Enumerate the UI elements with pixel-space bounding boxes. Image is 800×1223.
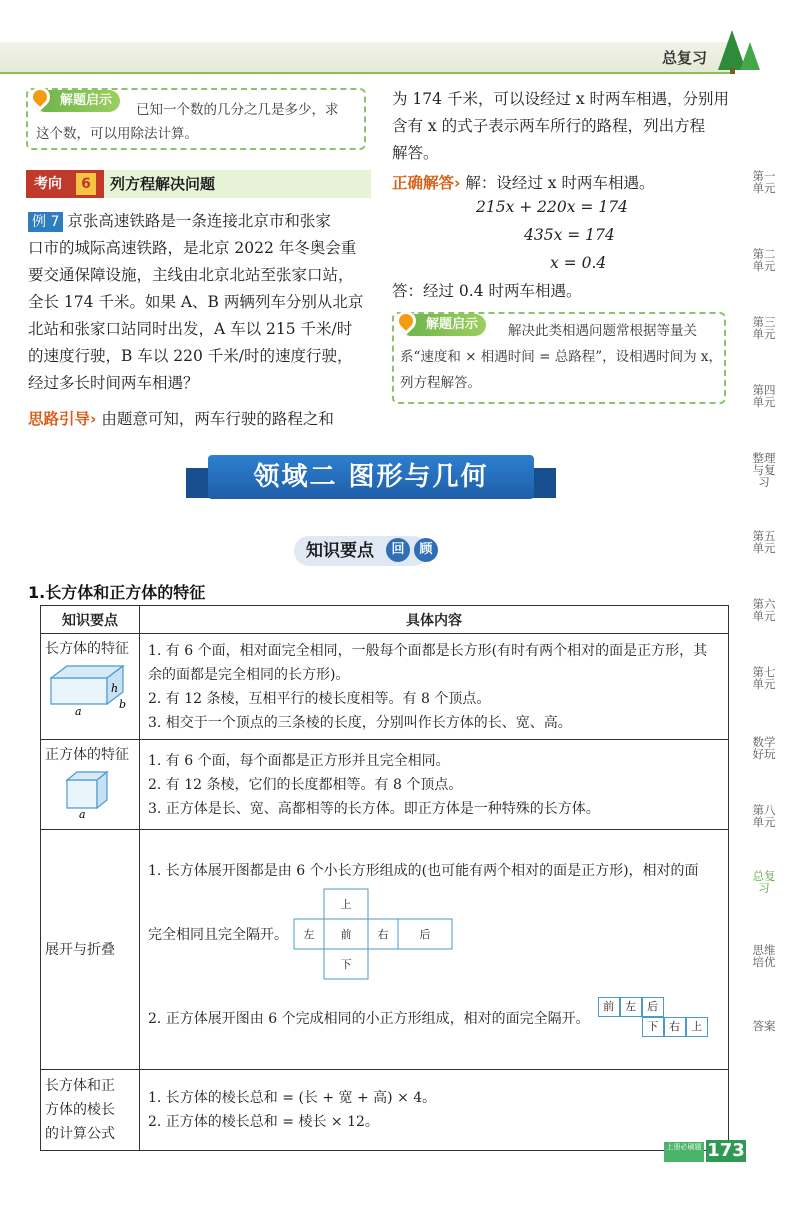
content-line: 1. 长方体展开图都是由 6 个小长方形组成的(也可能有两个相对的面是正方形)，相对的面: [148, 862, 699, 879]
tab-answers[interactable]: 答案: [752, 1019, 776, 1033]
page-tag: 上册必刷题: [664, 1142, 704, 1162]
table-header: 知识要点: [41, 606, 140, 634]
example-line: 要交通保障设施，主线由北京北站至张家口站，: [28, 266, 354, 284]
tab-unit-1[interactable]: 第一单元: [752, 169, 776, 195]
example-line: 京张高速铁路是一条连接北京市和张家: [67, 212, 331, 230]
hint-line: 解决此类相遇问题常根据等量关: [508, 323, 697, 339]
thinking-text: 由题意可知，两车行驶的路程之和: [101, 410, 334, 428]
header-title: 总复习: [662, 49, 708, 67]
net-label-front: 前: [340, 927, 352, 941]
table-header: 具体内容: [140, 606, 729, 634]
example-problem: [28, 208, 373, 397]
table-row: [41, 1070, 729, 1151]
hint-badge: 解题启示: [400, 314, 486, 336]
content-line: 1. 有 6 个面，每个面都是正方形并且完全相同。: [148, 752, 450, 769]
tab-unit-5[interactable]: 第五单元: [752, 529, 776, 555]
hint-badge: 解题启示: [34, 90, 120, 112]
hint-text: 已知一个数的几分之几是多少，求: [136, 102, 339, 118]
table-row: [41, 740, 729, 830]
example-line: 北站和张家口站同时出发，A 车以 215 千米/时: [28, 320, 353, 338]
row-key-text: 长方体的特征: [45, 641, 129, 657]
hint-line: 列方程解答。: [400, 375, 481, 391]
net-square: 后: [642, 997, 664, 1017]
equation-3: x = 0.4: [550, 254, 607, 272]
tab-review-1[interactable]: 整理与复习: [752, 451, 776, 489]
tab-unit-6[interactable]: 第六单元: [752, 597, 776, 623]
conclusion: 答：经过 0.4 时两车相遇。: [392, 282, 582, 300]
features-table: [40, 605, 729, 1151]
tab-unit-4[interactable]: 第四单元: [752, 383, 776, 409]
row-content: [140, 634, 729, 740]
content-line: 3. 相交于一个顶点的三条棱的长度，分别叫作长方体的长、宽、高。: [148, 714, 572, 731]
thinking-label: 思路引导: [28, 410, 91, 428]
net-label-top: 上: [340, 897, 352, 911]
content-line: 3. 正方体是长、宽、高都相等的长方体。即正方体是一种特殊的长方体。: [148, 800, 600, 817]
net-label-back: 后: [419, 927, 431, 941]
thinking-guide: 思路引导› 由题意可知，两车行驶的路程之和: [28, 410, 334, 428]
example-line: 经过多长时间两车相遇？: [28, 374, 199, 392]
net-square: 右: [664, 1017, 686, 1037]
solution-continued: [392, 86, 737, 167]
row-key-text: 正方体的特征: [45, 747, 129, 763]
label-b: b: [119, 698, 127, 711]
row-key-line: 长方体和正: [45, 1078, 115, 1094]
content-line: 2. 正方体的棱长总和 = 棱长 × 12。: [148, 1114, 379, 1130]
net-label-left: 左: [303, 927, 315, 941]
label-h: h: [111, 682, 119, 695]
page-number: 173: [707, 1140, 745, 1161]
row-content: [140, 1070, 729, 1151]
tab-unit-7[interactable]: 第七单元: [752, 665, 776, 691]
net-row: [148, 887, 720, 983]
section-title: 1.长方体和正方体的特征: [28, 583, 206, 602]
topic-title: 列方程解决问题: [110, 175, 216, 193]
tab-math-fun[interactable]: 数学好玩: [752, 735, 776, 761]
topic-number: 6: [76, 173, 96, 195]
tab-unit-3[interactable]: 第三单元: [752, 315, 776, 341]
table-header-row: [41, 606, 729, 634]
example-line: 口市的城际高速铁路，是北京 2022 年冬奥会重: [28, 239, 357, 257]
net-label-right: 右: [377, 927, 389, 941]
example-label: 例 7: [28, 212, 63, 232]
row-key: [41, 1070, 140, 1151]
equation-1: 215x + 220x = 174: [476, 198, 628, 216]
tab-unit-2[interactable]: 第二单元: [752, 247, 776, 273]
cube-net-figure: [598, 997, 703, 1041]
net-square: 左: [620, 997, 642, 1017]
row-content: [140, 830, 729, 1070]
net-square: 上: [686, 1017, 708, 1037]
header-bar: [0, 42, 730, 74]
knowledge-points-title: 知识要点: [294, 536, 428, 566]
row-key-line: 方体的棱长: [45, 1102, 115, 1118]
label-a: a: [79, 808, 86, 818]
net-row: [148, 997, 720, 1041]
row-content: [140, 740, 729, 830]
tree-icon: [740, 42, 760, 70]
table-row: [41, 634, 729, 740]
hint-text: [400, 318, 724, 396]
cuboid-net-figure: [292, 887, 456, 983]
answer-label: 正确解答: [392, 174, 455, 192]
content-line: 2. 有 12 条棱，互相平行的棱长度相等。有 8 个顶点。: [148, 690, 491, 707]
knowledge-circle: 回: [386, 538, 410, 562]
hint-line: 系“速度和 × 相遇时间 = 总路程”，设相遇时间为 x，: [400, 349, 722, 365]
label-a: a: [75, 705, 82, 716]
row-key: [41, 740, 140, 830]
row-key: [41, 634, 140, 740]
solution-line: 含有 x 的式子表示两车所行的路程，列出方程: [392, 117, 706, 135]
content-line: 2. 正方体展开图由 6 个完成相同的小正方形组成，相对的面完全隔开。: [148, 1010, 590, 1027]
row-key-line: 的计算公式: [45, 1126, 115, 1142]
content-line: 1. 有 6 个面，相对面完全相同，一般每个面都是长方形(有时有两个相对的面是正方形，其: [148, 642, 708, 659]
knowledge-circle: 顾: [414, 538, 438, 562]
topic-label: 考向: [26, 170, 104, 198]
tab-unit-8[interactable]: 第八单元: [752, 803, 776, 829]
content-line: 1. 长方体的棱长总和 = (长 + 宽 + 高) × 4。: [148, 1090, 437, 1106]
row-key: 展开与折叠: [41, 830, 140, 1070]
answer-line: 正确解答› 解：设经过 x 时两车相遇。: [392, 174, 655, 192]
example-line: 全长 174 千米。如果 A、B 两辆列车分别从北京: [28, 293, 364, 311]
content-line: 余的面都是完全相同的长方形)。: [148, 666, 350, 683]
example-line: 的速度行驶，B 车以 220 千米/时的速度行驶，: [28, 347, 353, 365]
tab-thinking[interactable]: 思维培优: [752, 943, 776, 969]
tab-final-review[interactable]: 总复习: [752, 869, 776, 895]
net-label-bottom: 下: [340, 957, 352, 971]
answer-text: 解：设经过 x 时两车相遇。: [465, 174, 655, 192]
content-line: 2. 有 12 条棱，它们的长度都相等。有 8 个顶点。: [148, 776, 463, 793]
tree-trunk: [730, 68, 735, 74]
cuboid-figure: [45, 660, 135, 716]
solution-line: 为 174 千米，可以设经过 x 时两车相遇，分别用: [392, 90, 730, 108]
hint-text: 这个数，可以用除法计算。: [36, 126, 198, 142]
net-square: 下: [642, 1017, 664, 1037]
equation-2: 435x = 174: [524, 226, 615, 244]
solution-line: 解答。: [392, 144, 439, 162]
content-line: 完全相同且完全隔开。: [148, 926, 288, 943]
cube-figure: [45, 766, 135, 818]
table-row: [41, 830, 729, 1070]
section-banner: 领域二 图形与几何: [208, 455, 534, 499]
net-square: 前: [598, 997, 620, 1017]
